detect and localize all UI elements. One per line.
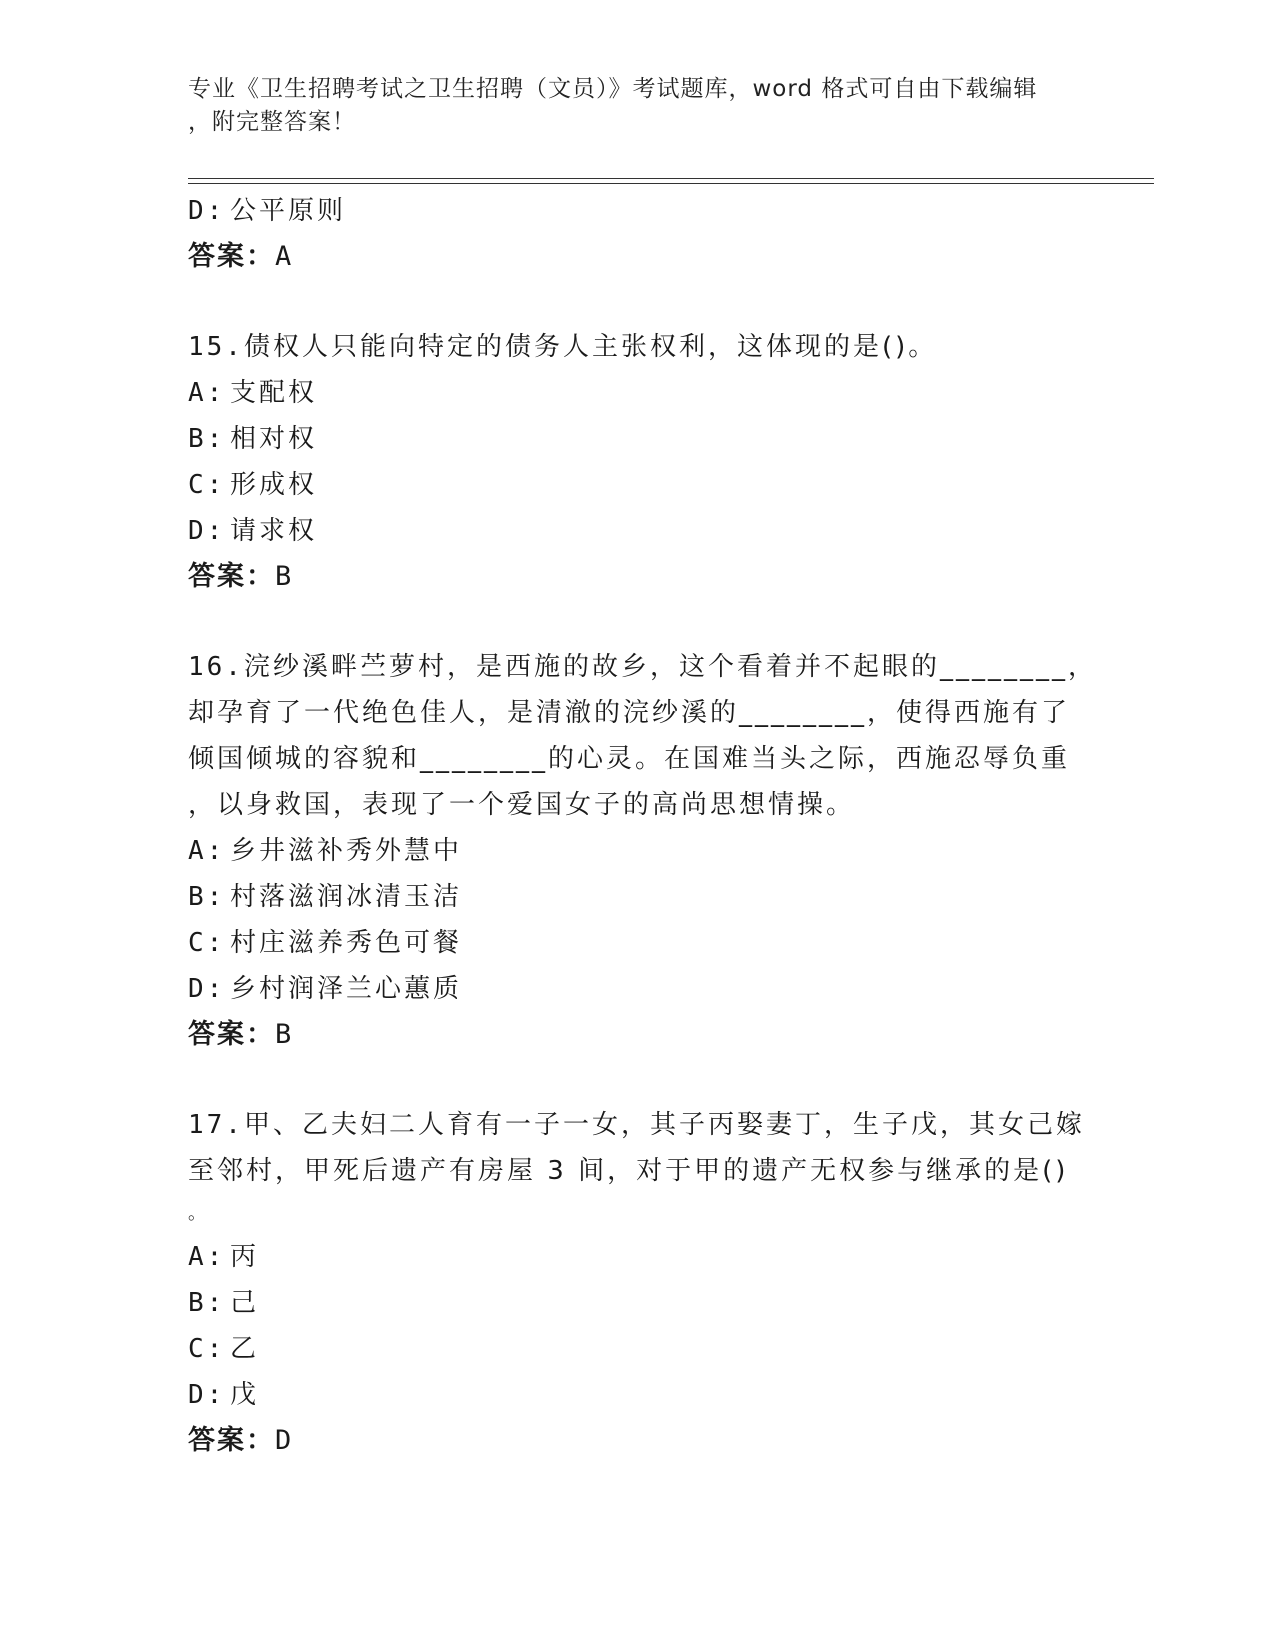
option-key: D: <box>188 516 226 546</box>
question-text: 债权人只能向特定的债务人主张权利，这体现的是()。 <box>243 332 938 362</box>
option-key: C: <box>188 470 226 500</box>
answer-label: 答案： <box>188 561 275 592</box>
question-stem <box>188 324 1088 370</box>
question-number: 15. <box>188 332 244 362</box>
option-text: 相对权 <box>230 424 318 454</box>
option-a <box>188 1234 1088 1280</box>
option-a <box>188 370 1088 416</box>
answer-value: A <box>275 241 294 272</box>
question-stem-line-3: 倾国倾城的容貌和________的心灵。在国难当头之际，西施忍辱负重 <box>188 744 1071 774</box>
option-b <box>188 1280 1088 1326</box>
option-b <box>188 416 1088 462</box>
option-text: 乡村润泽兰心蕙质 <box>230 974 463 1004</box>
header-divider-bottom <box>188 183 1154 184</box>
option-text: 村落滋润冰清玉洁 <box>230 882 463 912</box>
answer-value: B <box>275 1019 294 1050</box>
option-b <box>188 874 1088 920</box>
option-text: 己 <box>230 1288 260 1318</box>
answer <box>188 554 1088 600</box>
document-header <box>188 73 1068 139</box>
question-text: 浣纱溪畔苎萝村，是西施的故乡，这个看着并不起眼的________， <box>243 652 1097 682</box>
question-17 <box>188 1102 1088 1464</box>
question-stem-line-3: 。 <box>188 1203 209 1224</box>
option-key: D: <box>188 1380 226 1410</box>
answer-label: 答案： <box>188 1425 275 1456</box>
option-key: C: <box>188 1334 226 1364</box>
question-number: 16. <box>188 652 244 682</box>
option-key: B: <box>188 1288 226 1318</box>
option-c <box>188 920 1088 966</box>
option-d <box>188 1372 1088 1418</box>
prev-option-d <box>188 188 1088 234</box>
option-key: C: <box>188 928 226 958</box>
question-15 <box>188 324 1088 600</box>
option-c <box>188 462 1088 508</box>
header-line-2: ，附完整答案！ <box>188 109 356 135</box>
option-key: A: <box>188 1242 226 1272</box>
option-text: 戊 <box>230 1380 260 1410</box>
question-text: 甲、乙夫妇二人育有一子一女，其子丙娶妻丁，生子戊，其女己嫁 <box>243 1110 1085 1140</box>
answer-value: B <box>275 561 294 592</box>
question-stem-line-1 <box>188 644 1097 690</box>
option-key: D: <box>188 196 226 226</box>
option-text: 支配权 <box>230 378 318 408</box>
answer-value: D <box>275 1425 294 1456</box>
option-a <box>188 828 1088 874</box>
question-stem-line-1 <box>188 1102 1088 1148</box>
option-c <box>188 1326 1088 1372</box>
header-divider-top <box>188 178 1154 179</box>
option-text: 丙 <box>230 1242 260 1272</box>
option-text: 村庄滋养秀色可餐 <box>230 928 463 958</box>
option-text: 公平原则 <box>230 196 347 226</box>
answer <box>188 1418 1088 1464</box>
option-text: 请求权 <box>230 516 318 546</box>
option-text: 形成权 <box>230 470 318 500</box>
answer <box>188 1012 1088 1058</box>
option-d <box>188 966 1088 1012</box>
question-16 <box>188 644 1097 1058</box>
option-key: A: <box>188 836 226 866</box>
option-text: 乡井滋补秀外慧中 <box>230 836 463 866</box>
question-stem-line-4: ，以身救国，表现了一个爱国女子的高尚思想情操。 <box>188 790 856 820</box>
question-stem-line-2: 却孕育了一代绝色佳人，是清澈的浣纱溪的________，使得西施有了 <box>188 698 1071 728</box>
question-stem-line-2: 至邻村，甲死后遗产有房屋 3 间，对于甲的遗产无权参与继承的是() <box>188 1156 1069 1186</box>
option-text: 乙 <box>230 1334 260 1364</box>
option-d <box>188 508 1088 554</box>
answer-label: 答案： <box>188 1019 275 1050</box>
prev-answer <box>188 234 1088 280</box>
option-key: B: <box>188 882 226 912</box>
question-list <box>188 188 1097 1464</box>
option-key: D: <box>188 974 226 1004</box>
header-line-1: 专业《卫生招聘考试之卫生招聘（文员）》考试题库，word 格式可自由下载编辑 <box>188 76 1038 102</box>
answer-label: 答案： <box>188 241 275 272</box>
option-key: B: <box>188 424 226 454</box>
option-key: A: <box>188 378 226 408</box>
question-number: 17. <box>188 1110 244 1140</box>
